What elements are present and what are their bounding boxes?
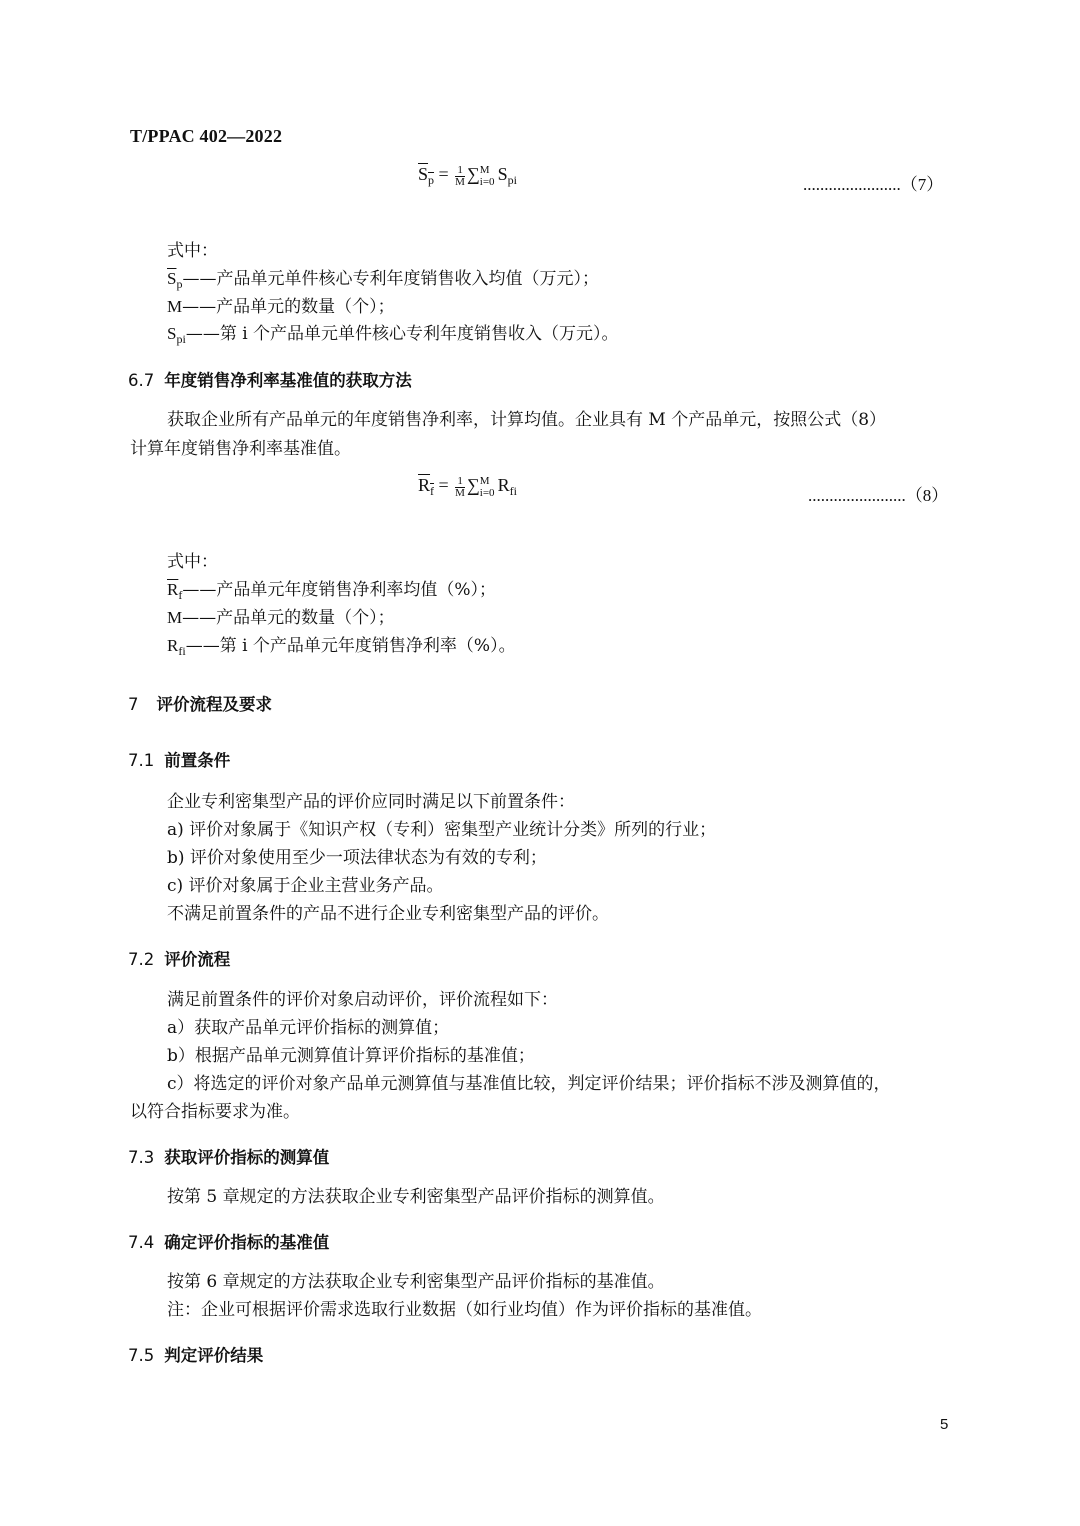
section-7-5-heading: 7.5 判定评价结果 <box>128 1346 264 1365</box>
formula-7 <box>418 164 517 188</box>
formula-8-limits: M i=0 <box>479 475 495 499</box>
defs-7-item: $\overline{S}_p——$产品单元单件核心专利年度销售收入均值（万元）； <box>167 269 599 291</box>
formula-7-term: $S_{pi}$ <box>497 164 517 188</box>
section-7-4-heading: 7.4 确定评价指标的基准值 <box>128 1233 330 1252</box>
section-7-2-line: 以符合指标要求为准。 <box>130 1102 300 1122</box>
document-number: T/PPAC 402—2022 <box>130 126 283 146</box>
section-7-2-line: b）根据产品单元测算值计算评价指标的基准值； <box>167 1046 535 1066</box>
formula-7-sigma: ∑ <box>466 164 480 185</box>
formula-7-fraction: $\frac{1}{M}$ <box>455 163 465 188</box>
formula-7-lhs: $S_p$ <box>418 164 435 188</box>
section-7-3-heading: 7.3 获取评价指标的测算值 <box>128 1148 330 1167</box>
section-7-1-line: b) 评价对象使用至少一项法律状态为有效的专利； <box>167 848 547 868</box>
defs-7-item: M——产品单元的数量（个）； <box>167 297 395 317</box>
section-6-7-heading: 6.7 年度销售净利率基准值的获取方法 <box>128 371 412 390</box>
section-7-4-note: 注：企业可根据评价需求选取行业数据（如行业均值）作为评价指标的基准值。 <box>167 1300 762 1320</box>
section-6-7-paragraph-line: 获取企业所有产品单元的年度销售净利率，计算均值。企业具有 M 个产品单元，按照公式（8） <box>167 410 887 430</box>
section-7-4-line: 按第 6 章规定的方法获取企业专利密集型产品评价指标的基准值。 <box>167 1272 665 1292</box>
section-7-1-line: 不满足前置条件的产品不进行企业专利密集型产品的评价。 <box>167 904 609 924</box>
section-7-1-line: a) 评价对象属于《知识产权（专利）密集型产业统计分类》所列的行业； <box>167 820 717 840</box>
section-7-1-line: 企业专利密集型产品的评价应同时满足以下前置条件： <box>167 792 575 812</box>
formula-8-lhs: $R_f$ <box>418 475 435 499</box>
defs-8-item: $R_{fi}——$第 i 个产品单元年度销售净利率（%）。 <box>167 636 516 658</box>
section-7-2-line: c）将选定的评价对象产品单元测算值与基准值比较，判定评价结果；评价指标不涉及测算值的， <box>167 1074 891 1094</box>
defs-8-item: M——产品单元的数量（个）； <box>167 608 395 628</box>
defs-7-item: $S_{pi}——$第 i 个产品单元单件核心专利年度销售收入（万元）。 <box>167 324 619 346</box>
formula-8-equals: = <box>438 475 449 496</box>
defs-8-item: $\overline{R}_f——$产品单元年度销售净利率均值（%）； <box>167 580 496 602</box>
defs-7-intro: 式中： <box>167 241 218 261</box>
formula-8 <box>418 475 517 499</box>
section-7-2-line: a）获取产品单元评价指标的测算值； <box>167 1018 450 1038</box>
defs-8-intro: 式中： <box>167 552 218 572</box>
formula-8-sigma: ∑ <box>466 475 480 496</box>
page-number: 5 <box>940 1416 949 1433</box>
section-7-heading: 7 评价流程及要求 <box>128 695 272 714</box>
section-7-3-line: 按第 5 章规定的方法获取企业专利密集型产品评价指标的测算值。 <box>167 1187 665 1207</box>
section-7-2-heading: 7.2 评价流程 <box>128 950 231 969</box>
formula-8-number: .......................（8） <box>808 486 949 505</box>
formula-7-limits: M i=0 <box>479 164 495 188</box>
formula-7-number: .......................（7） <box>803 175 944 194</box>
formula-8-term: $R_{fi}$ <box>497 475 517 499</box>
section-6-7-paragraph-line: 计算年度销售净利率基准值。 <box>130 439 351 459</box>
section-7-1-line: c) 评价对象属于企业主营业务产品。 <box>167 876 444 896</box>
section-7-1-heading: 7.1 前置条件 <box>128 751 231 770</box>
formula-8-fraction: $\frac{1}{M}$ <box>455 474 465 499</box>
formula-7-equals: = <box>438 164 449 185</box>
section-7-2-line: 满足前置条件的评价对象启动评价，评价流程如下： <box>167 990 558 1010</box>
